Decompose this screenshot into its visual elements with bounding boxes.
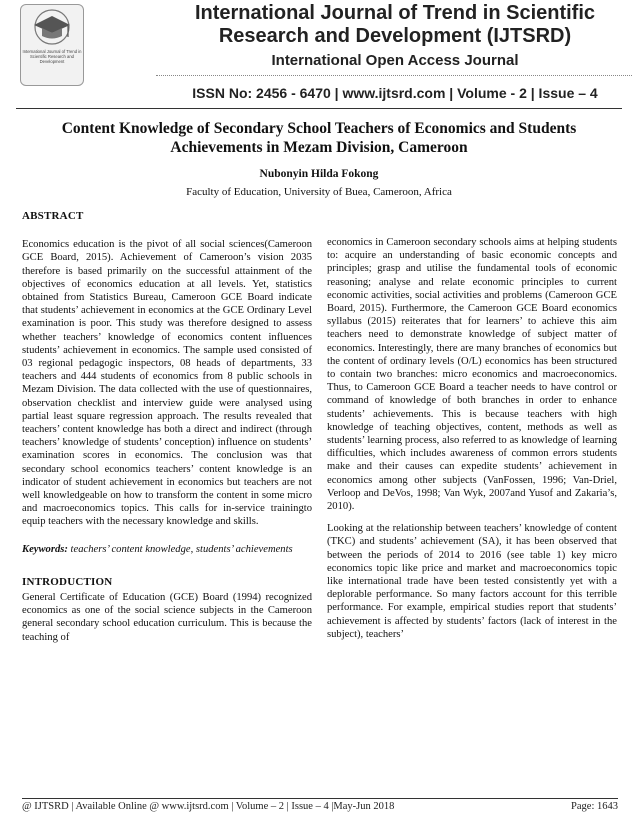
journal-access-line: International Open Access Journal bbox=[271, 52, 519, 69]
title-line1: Content Knowledge of Secondary School Teachers of Economics and Students bbox=[61, 120, 577, 137]
journal-name-line2: Research and Development (IJTSRD) bbox=[218, 25, 572, 47]
keywords bbox=[22, 543, 312, 556]
journal-logo bbox=[20, 4, 84, 86]
issn-line: ISSN No: 2456 - 6470 | www.ijtsrd.com | Volume - 2 | Issue – 4 bbox=[192, 85, 598, 101]
footer-citation: @ IJTSRD | Available Online @ www.ijtsrd.com | Volume – 2 | Issue – 4 |May-Jun 2018 bbox=[22, 801, 395, 812]
journal-header bbox=[10, 0, 628, 116]
logo-text: International Journal of Trend in Scientific Research and Development bbox=[22, 49, 82, 64]
header-divider bbox=[156, 75, 632, 76]
author-affiliation: Faculty of Education, University of Buea, Cameroon, Africa bbox=[186, 186, 452, 198]
page-footer bbox=[22, 801, 618, 812]
footer-rule bbox=[22, 798, 618, 799]
title-line2: Achievements in Mezam Division, Cameroon bbox=[170, 139, 468, 156]
body-paragraph-1: economics in Cameroon secondary schools aims at helping students to: acquire an understanding of basic economic concepts and principles; grasp and utilise the fundamental tools of economic reasoning; analyse and relate economic principles to current economic activities, social activities and problems (Cameroon GCE Board, 2015). Furthermore, the Cameroon GCE Board economics syllabus (2015) reiterates that for learners’ to achieve this aim teachers need to demonstrate knowledge of subject matter of economics. Interestingly, there are many branches of economics but the content of ordinary levels (O/L) economics has been structured to contain two branches: micro economics and macroeconomics. Thus, to Cameroon GCE Board a teacher needs to have control or command of knowledge of both branches in order to enhance students’ achievements. This is because teachers with high knowledge of teaching objectives, content, methods as well as students’ learning process, also referred to as knowledge of learning difficulties, which includes awareness of common errors students make and their causes can expedite students’ achievement in economics among other subjects (VanFossen, 1996; Van-Driel, Verloop and DeVos, 1998; Van Wyk, 2007and Yusof and Zakaria’s, 2010). bbox=[327, 237, 617, 513]
introduction-heading: INTRODUCTION bbox=[22, 575, 113, 588]
paper-author: Nubonyin Hilda Fokong bbox=[259, 168, 379, 180]
right-column bbox=[327, 236, 617, 650]
abstract-text: Economics education is the pivot of all social sciences(Cameroon GCE Board, 2015). Achievement of Cameroon’s vision 2035 therefore is based primarily on the successful attainment of the objectives of economics education at all levels. Yet, statistics obtained from Statistics Bureau, Cameroon GCE Board indicate that students’ achievement in economics at the GCE Ordinary Level examination is poor. This study was therefore designed to assess whether teachers’ knowledge of economics content influences students’ achievement in economics. The sample used consisted of 03 regional pedagogic inspectors, 08 heads of departments, 33 teachers and 444 students of economics from 8 public schools in Mezam Division. The data collected with the use of questionnaires, observation checklist and interview guide were analysed using partial least square regression approach. The results revealed that teachers’ content knowledge has both a direct and indirect (through teachers’ knowledge of students’ conception) influence on students’ examination scores in economics. The conclusion was that secondary school economics teachers’ content knowledge is an indicator of student achievement in economics but teachers are not well knowledgeable on how to transform the content in some micro and macroeconomics topics. This calls for in-service trainingto equip teachers with the necessary knowledge and skills. bbox=[22, 239, 312, 528]
header-rule bbox=[16, 108, 622, 109]
keywords-label: Keywords: bbox=[22, 543, 68, 555]
left-column bbox=[22, 210, 312, 653]
graduation-cap-icon bbox=[21, 5, 83, 49]
introduction-text: General Certificate of Education (GCE) Board (1994) recognized economics as one of the social science subjects in the Cameroon general secondary school education curriculum. This is because the teaching of bbox=[22, 592, 312, 643]
abstract-heading: ABSTRACT bbox=[22, 210, 84, 222]
journal-masthead bbox=[160, 2, 630, 102]
page-number: Page: 1643 bbox=[571, 801, 618, 812]
paper-title bbox=[20, 119, 618, 157]
keywords-text: teachers’ content knowledge, students’ achievements bbox=[67, 543, 293, 555]
body-paragraph-2: Looking at the relationship between teachers’ knowledge of content (TKC) and students’ achievement (SA), it has been observed that between the periods of 2014 to 2016 (see table 1) key micro economics topic like price and market and macroeconomics topic like international trade have been tested consistently yet with a deplorable performance. So many factors account for this terrible performance. For example, empirical studies report that students’ achievement is affected by students’ factors (lack of interest in the subject), teachers’ bbox=[327, 523, 617, 640]
journal-name-line1: International Journal of Trend in Scientific bbox=[194, 2, 596, 24]
